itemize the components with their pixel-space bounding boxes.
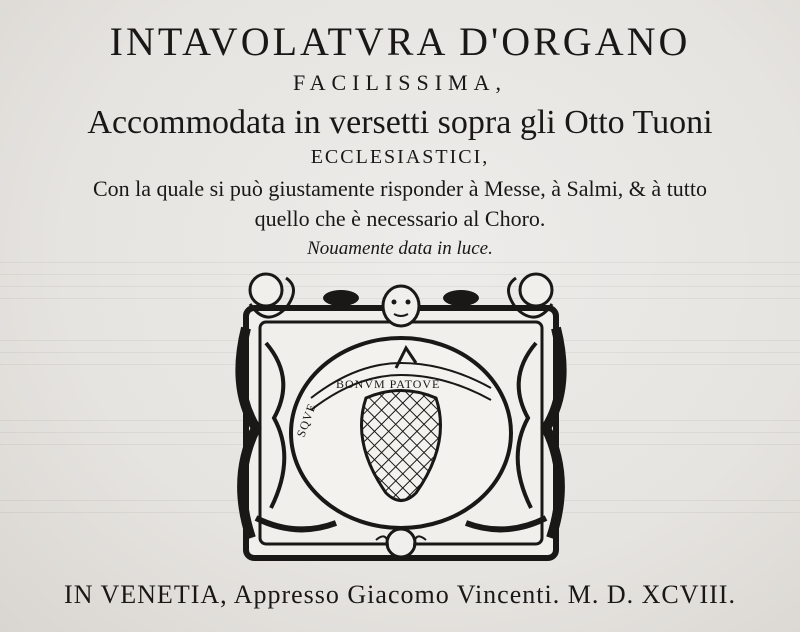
title-line-6: quello che è necessario al Choro. [254,206,546,231]
subtitle: FACILISSIMA, [292,70,507,95]
imprint: IN VENETIA, Appresso Giacomo Vincenti. M. D. XCVIII. [64,580,736,609]
title-line-5: Con la quale si può giustamente risponder à Messe, à Salmi, & à tutto [92,176,708,201]
right-lamp [443,290,479,306]
emblem-motto: BONVM PATOVE [336,377,441,391]
title-line-3: Accommodata in versetti sopra gli Otto Tuoni [87,104,713,141]
bottom-cherub [387,529,415,557]
left-putto [250,274,282,306]
main-title: INTAVOLATVRA D'ORGANO [109,19,691,64]
publication-note: Nouamente data in luce. [307,238,493,259]
emblem-motto-left: SQVE [293,401,319,440]
right-putto [520,274,552,306]
printer-device-woodcut [226,268,576,568]
title-line-4: ECCLESIASTICI, [310,146,490,168]
left-lamp [323,290,359,306]
top-mask [383,286,419,326]
